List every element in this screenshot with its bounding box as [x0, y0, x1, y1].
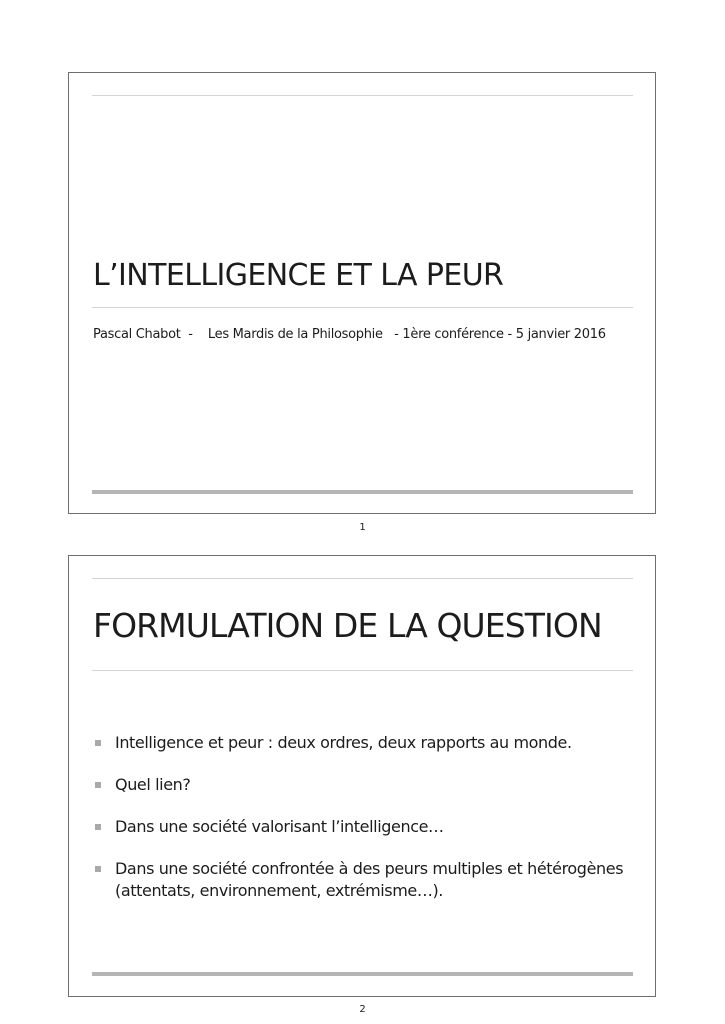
bullet-list	[93, 732, 633, 922]
list-item	[93, 816, 633, 838]
bullet-text: Dans une société confrontée à des peurs multiples et hétérogènes (attentats, environnement, extrémisme…).	[115, 859, 624, 900]
slide-bottom-rule	[92, 972, 633, 976]
square-bullet-icon	[95, 866, 101, 872]
slide-2	[68, 555, 656, 997]
slide-top-rule	[92, 95, 633, 96]
bullet-text: Dans une société valorisant l’intelligence…	[115, 817, 444, 836]
square-bullet-icon	[95, 740, 101, 746]
list-item	[93, 858, 633, 902]
slide-title: FORMULATION DE LA QUESTION	[93, 606, 602, 645]
bullet-text: Intelligence et peur : deux ordres, deux rapports au monde.	[115, 733, 572, 752]
square-bullet-icon	[95, 782, 101, 788]
page-number: 1	[359, 522, 366, 533]
page-number: 2	[359, 1004, 366, 1015]
bullet-text: Quel lien?	[115, 775, 191, 794]
list-item	[93, 774, 633, 796]
title-underline-rule	[92, 307, 633, 308]
slide-top-rule	[92, 578, 633, 579]
slide-1	[68, 72, 656, 514]
slide-subtitle: Pascal Chabot - Les Mardis de la Philosophie - 1ère conférence - 5 janvier 2016	[93, 327, 606, 342]
title-underline-rule	[92, 670, 633, 671]
list-item	[93, 732, 633, 754]
square-bullet-icon	[95, 824, 101, 830]
slide-bottom-rule	[92, 490, 633, 494]
slide-title: L’INTELLIGENCE ET LA PEUR	[93, 258, 504, 293]
